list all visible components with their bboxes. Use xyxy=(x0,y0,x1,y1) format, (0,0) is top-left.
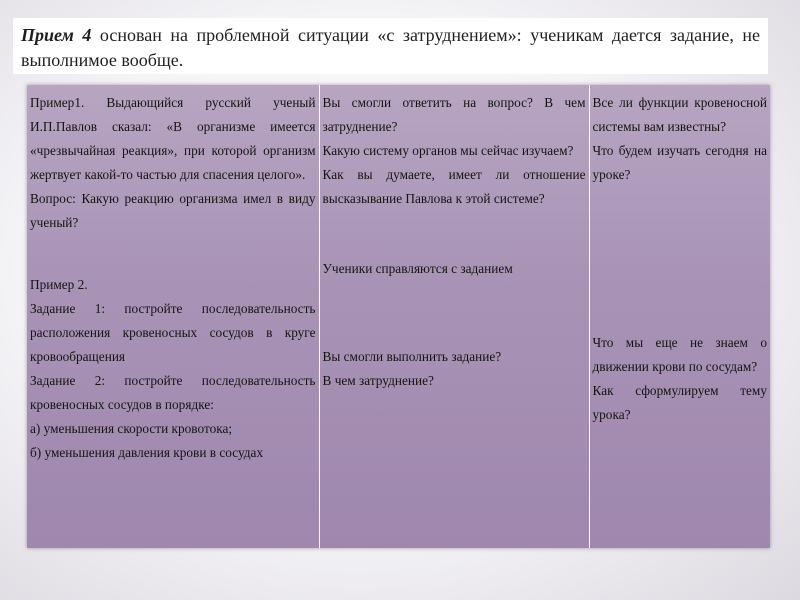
students-cope-text: Ученики справляются с заданием xyxy=(322,261,513,276)
header-text: основан на проблемной ситуации «с затруднением»: ученикам дается задание, не выполнимое вообще. xyxy=(21,25,760,70)
column-goals xyxy=(589,85,770,548)
question-relation: Как вы думаете, имеет ли отношение высказывание Павлова к этой системе? xyxy=(322,167,586,206)
column-examples xyxy=(27,85,319,548)
question-what-difficulty: В чем затруднение? xyxy=(322,373,434,388)
question-system: Какую систему органов мы сейчас изучаем? xyxy=(322,143,574,158)
question-difficulty: Вы смогли ответить на вопрос? В чем затруднение? xyxy=(322,95,586,134)
header-bold: Прием 4 xyxy=(21,25,92,45)
column-teacher-questions xyxy=(319,85,589,548)
example2-title: Пример 2. xyxy=(30,277,88,292)
task2-text: Задание 2: постройте последовательность кровеносных сосудов в порядке: xyxy=(30,373,316,412)
goal-study-today: Что будем изучать сегодня на уроке? xyxy=(592,143,767,182)
content-table xyxy=(27,85,770,548)
goal-unknown-movement: Что мы еще не знаем о движении крови по сосудам? xyxy=(592,335,767,374)
goal-lesson-topic: Как сформулируем тему урока? xyxy=(592,383,767,422)
task1-text: Задание 1: постройте последовательность расположения кровеносных сосудов в круге кровообращения xyxy=(30,301,316,364)
example1-text: Пример1. Выдающийся русский ученый И.П.Павлов сказал: «В организме имеется «чрезвычайная реакция», при которой организм жертвует какой-то частью для спасения целого». xyxy=(30,95,316,182)
question-completed: Вы смогли выполнить задание? xyxy=(322,349,502,364)
example1-question: Вопрос: Какую реакцию организма имел в виду ученый? xyxy=(30,191,316,230)
task2-item-b: б) уменьшения давления крови в сосудах xyxy=(30,445,264,460)
goal-functions: Все ли функции кровеносной системы вам известны? xyxy=(592,95,767,134)
task2-item-a: а) уменьшения скорости кровотока; xyxy=(30,421,233,436)
slide-header xyxy=(13,18,768,74)
